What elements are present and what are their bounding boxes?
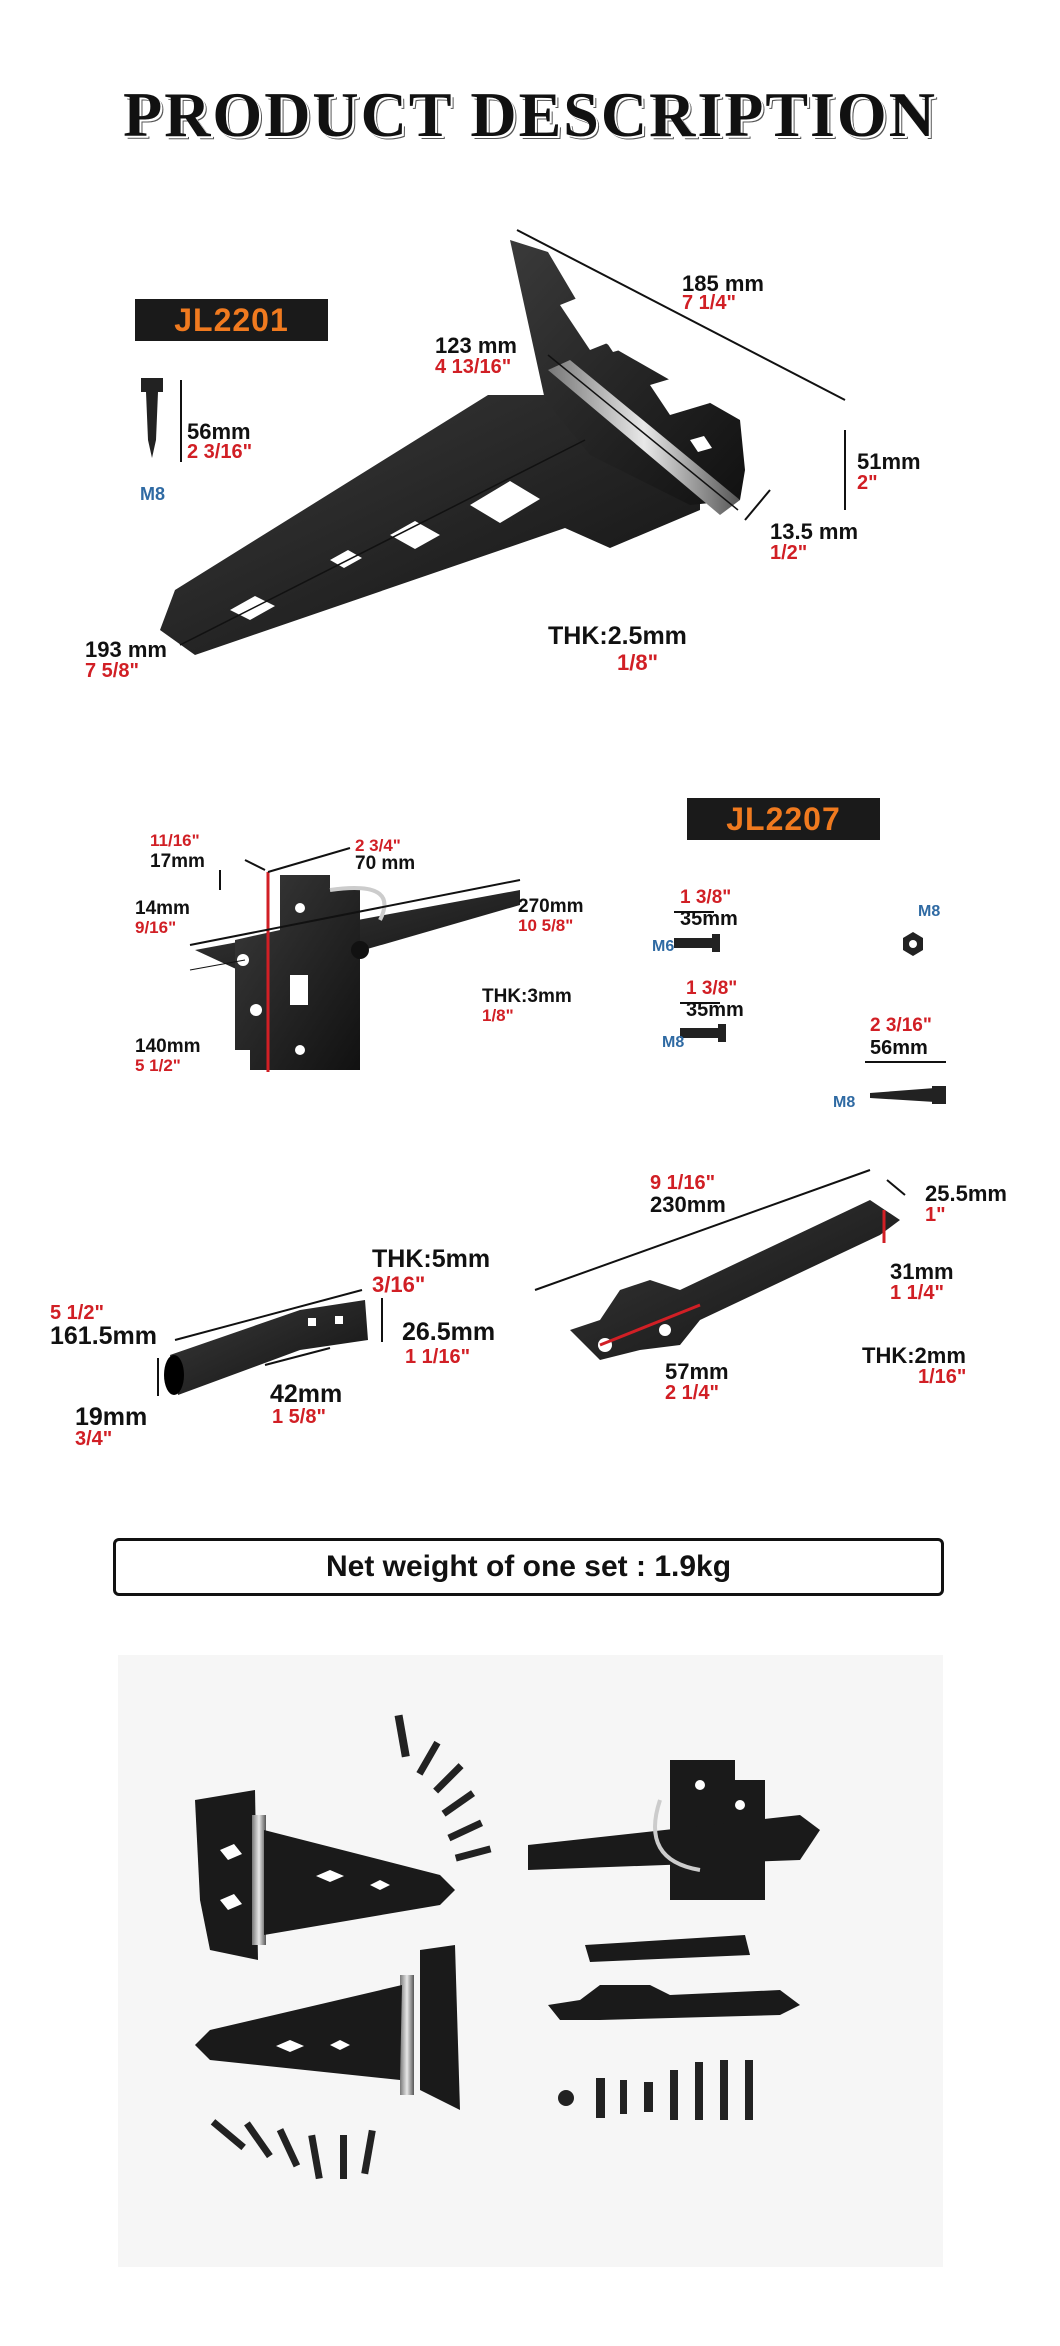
stop-diameter-mm: 19mm — [75, 1403, 148, 1431]
model-badge-jl2201: JL2201 — [135, 299, 328, 341]
handle-thickness-mm: THK:2mm — [862, 1343, 966, 1368]
stop-length-in: 5 1/2" — [50, 1302, 104, 1324]
stop-flat-in: 1 5/8" — [272, 1406, 326, 1428]
product-photo — [118, 1655, 943, 2267]
stop-width-mm: 26.5mm — [402, 1318, 496, 1346]
handle-end-in: 1" — [925, 1204, 946, 1226]
latch-height-mm: 140mm — [135, 1036, 201, 1057]
latch-gap-mm: 14mm — [135, 898, 190, 919]
stop-flat-mm: 42mm — [270, 1380, 343, 1408]
stop-thickness-mm: THK:5mm — [372, 1245, 491, 1273]
hinge-thickness-mm: THK:2.5mm — [548, 622, 687, 650]
barrel-length-in: 4 13/16" — [435, 356, 512, 378]
bolt-m6-length-in: 1 3/8" — [680, 887, 732, 908]
model-badge-jl2207: JL2207 — [687, 798, 880, 840]
bolt-m8-length-in: 1 3/8" — [686, 978, 738, 999]
screw-size: M8 — [140, 484, 166, 504]
hinge-bottom-length-in: 7 5/8" — [85, 660, 139, 682]
lag-screw-size: M8 — [833, 1094, 856, 1111]
nut-size: M8 — [918, 903, 941, 920]
handle-length-in: 9 1/16" — [650, 1172, 716, 1194]
latch-width-in: 11/16" — [150, 831, 200, 850]
stop-thickness-in: 3/16" — [372, 1272, 426, 1297]
knuckle-in: 1/2" — [770, 542, 808, 564]
handle-cup-mm: 57mm — [665, 1359, 729, 1384]
latch-gap-in: 9/16" — [135, 918, 177, 937]
hinge-top-length-mm: 185 mm — [682, 271, 764, 296]
hinge-top-length-in: 7 1/4" — [682, 292, 736, 314]
bolt-m6-size: M6 — [652, 938, 675, 955]
hinge-thickness-in: 1/8" — [617, 650, 659, 675]
stop-diameter-in: 3/4" — [75, 1428, 113, 1450]
stop-length-mm: 161.5mm — [50, 1322, 158, 1350]
latch-thickness-mm: THK:3mm — [482, 986, 572, 1007]
latch-plate-mm: 70 mm — [355, 853, 416, 874]
hinge-bottom-length-mm: 193 mm — [85, 637, 167, 662]
latch-length-mm: 270mm — [518, 896, 584, 917]
handle-hook-in: 1 1/4" — [890, 1282, 944, 1304]
handle-end-mm: 25.5mm — [925, 1181, 1007, 1206]
lag-screw-length-mm: 56mm — [870, 1037, 928, 1059]
latch-height-in: 5 1/2" — [135, 1056, 181, 1075]
bolt-m6-length-mm: 35mm — [680, 908, 738, 930]
handle-length-mm: 230mm — [650, 1192, 726, 1217]
lag-screw-length-in: 2 3/16" — [870, 1015, 932, 1036]
lag-screw-drawing — [141, 378, 181, 462]
stop-width-in: 1 1/16" — [405, 1346, 471, 1368]
handle-hook-mm: 31mm — [890, 1259, 954, 1284]
bolt-m8-size: M8 — [662, 1034, 685, 1051]
page-title: PRODUCT DESCRIPTION — [123, 79, 937, 150]
latch-width-mm: 17mm — [150, 851, 205, 872]
handle-thickness-in: 1/16" — [918, 1366, 967, 1388]
barrel-length-mm: 123 mm — [435, 333, 517, 358]
handle-cup-in: 2 1/4" — [665, 1382, 719, 1404]
latch-thickness-in: 1/8" — [482, 1006, 514, 1025]
screw-length-in: 2 3/16" — [187, 441, 253, 463]
latch-plate-in: 2 3/4" — [355, 836, 401, 855]
knuckle-mm: 13.5 mm — [770, 519, 859, 544]
hinge-height-in: 2" — [857, 472, 878, 494]
hinge-height-mm: 51mm — [857, 449, 921, 474]
net-weight-banner: Net weight of one set : 1.9kg — [113, 1538, 944, 1596]
screw-length-mm: 56mm — [187, 419, 251, 444]
bolt-m8-length-mm: 35mm — [686, 999, 744, 1021]
latch-length-in: 10 5/8" — [518, 916, 574, 935]
gate-latch-drawing — [190, 848, 520, 1072]
